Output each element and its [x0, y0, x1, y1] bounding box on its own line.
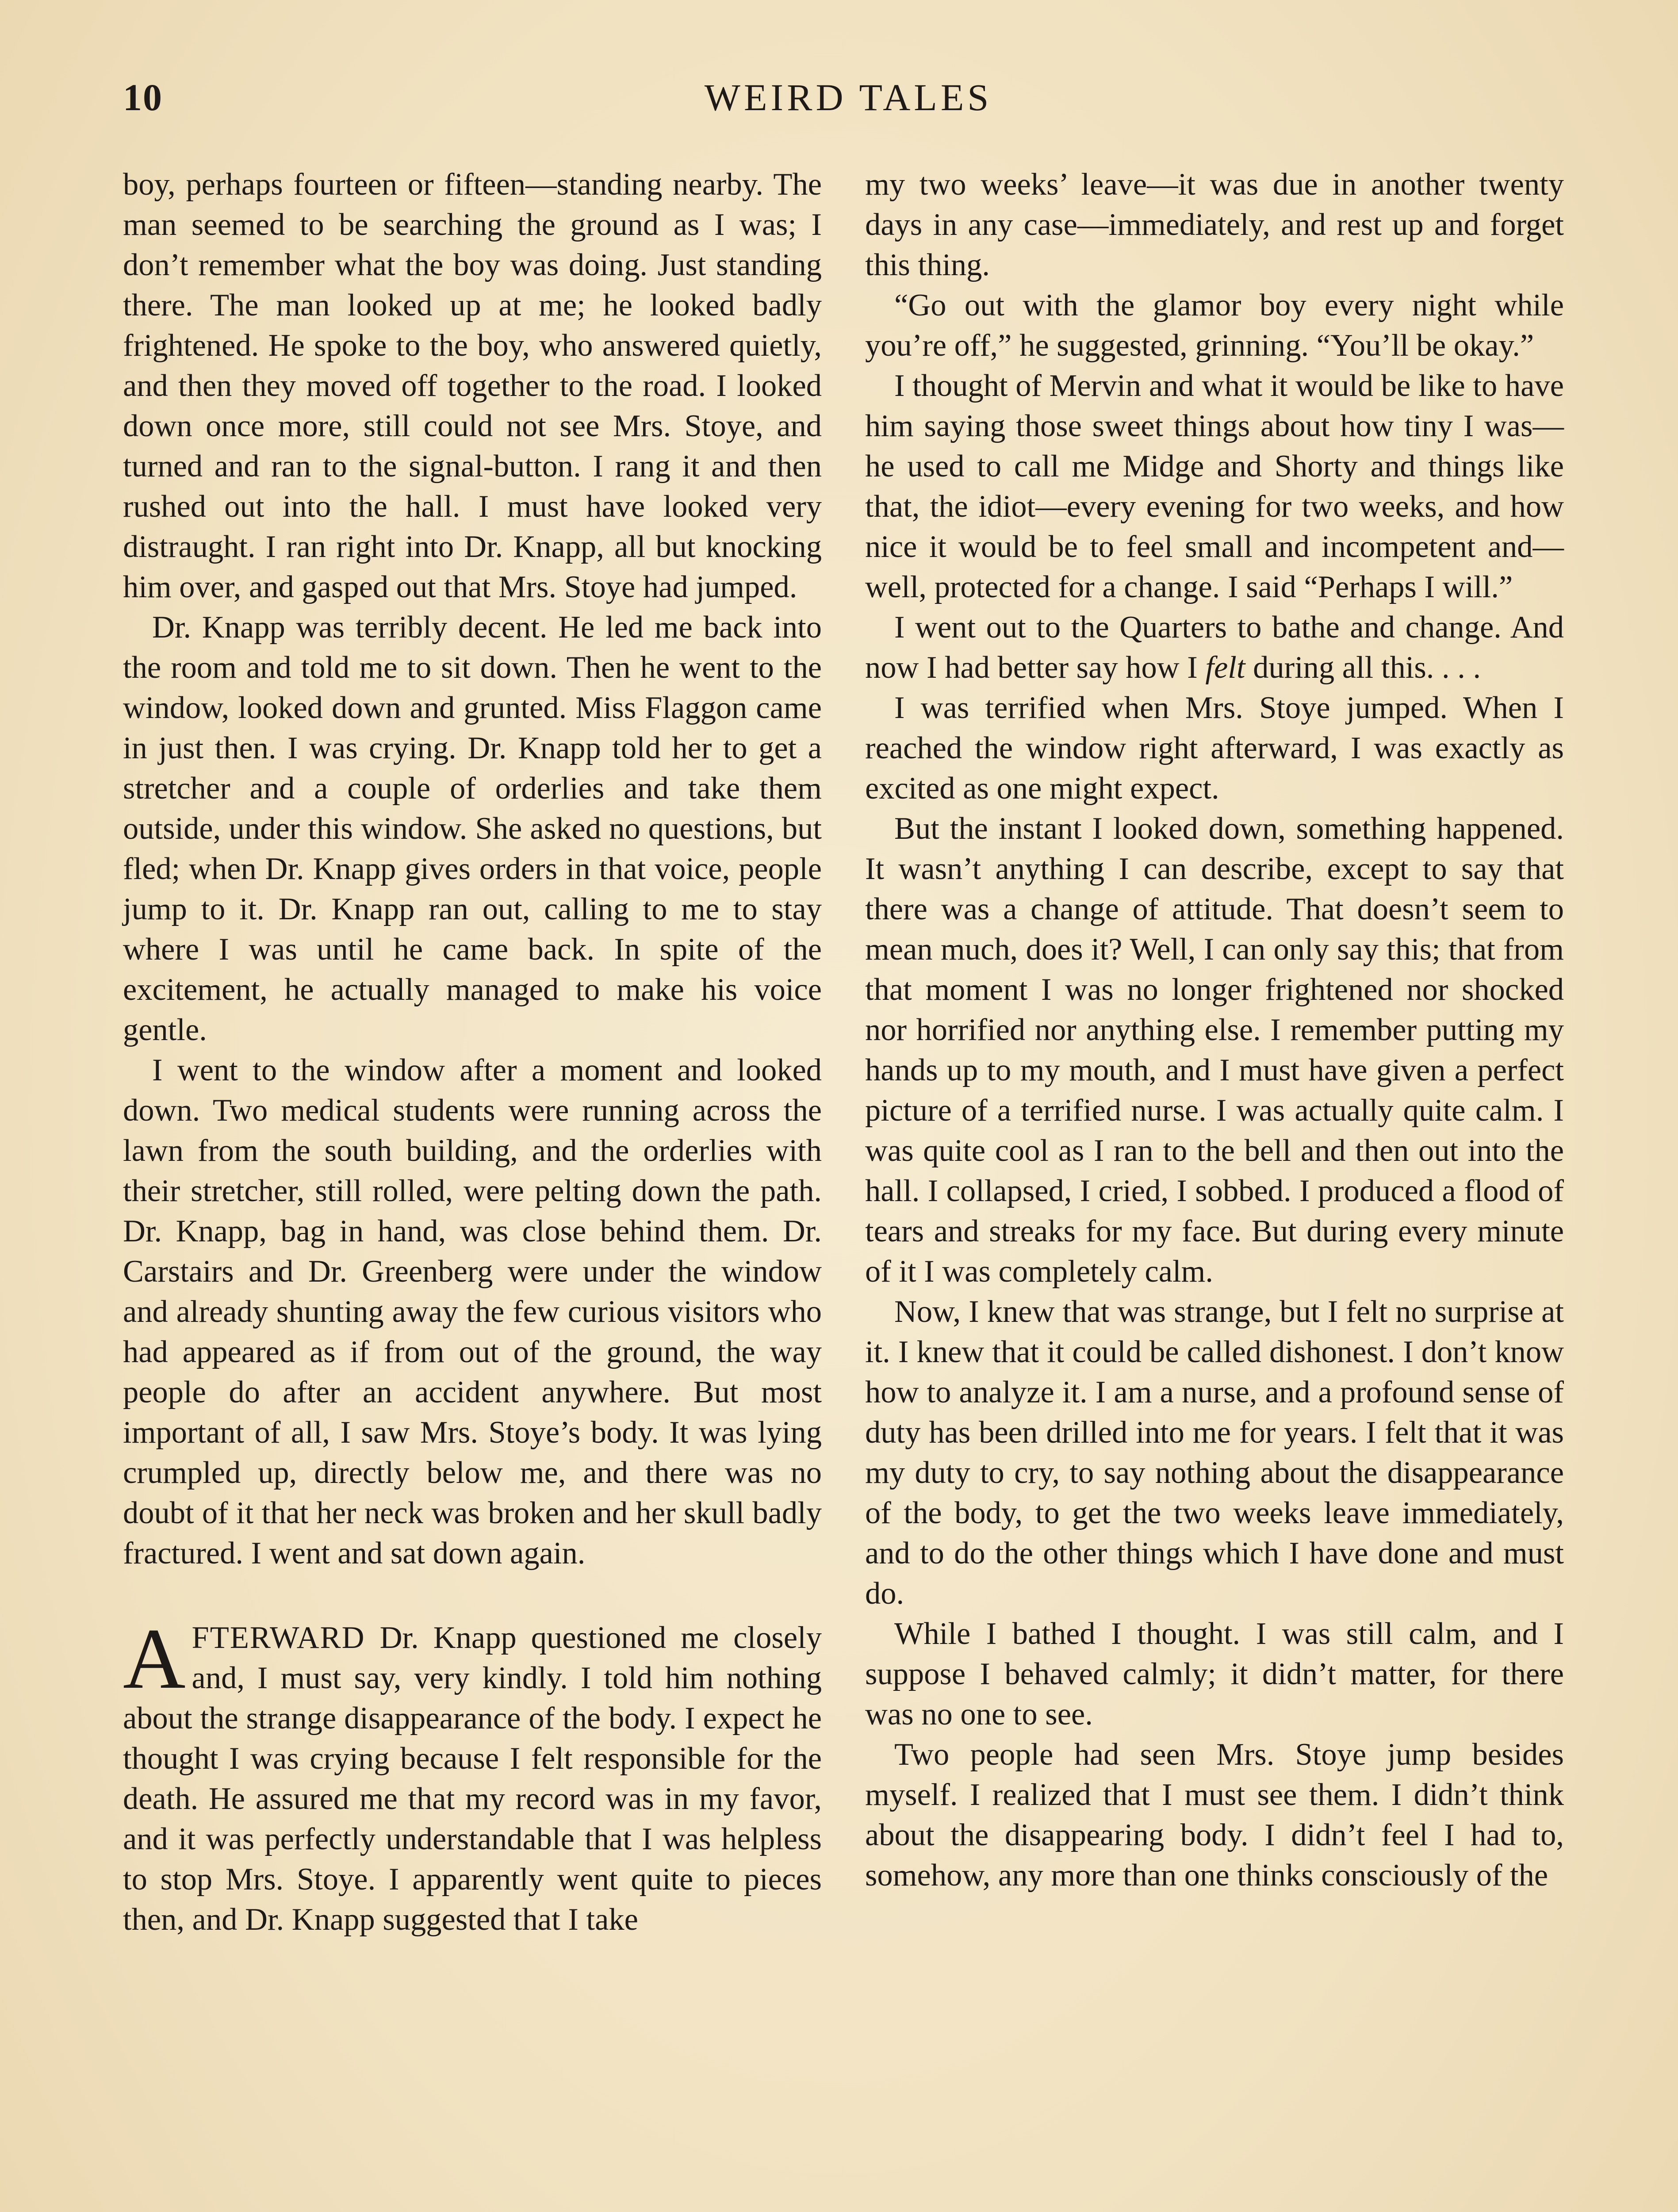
- section-start-paragraph: [123, 1611, 822, 1940]
- paragraph: While I bathed I thought. I was still calm, and I suppose I behaved calmly; it didn’t matter, for there was no one to see.: [865, 1617, 1564, 1732]
- paragraph: I was terrified when Mrs. Stoye jumped. When I reached the window right afterward, I was exactly as excited as one might expect.: [865, 691, 1564, 806]
- right-column: [865, 165, 1564, 1896]
- paragraph: Two people had seen Mrs. Stoye jump besides myself. I realized that I must see them. I didn’t think about the disappearing body. I didn’t feel I had to, somehow, any more than one thinks consciously of the: [865, 1737, 1564, 1893]
- running-title: WEIRD TALES: [704, 76, 992, 119]
- paragraph: Now, I knew that was strange, but I felt no surprise at it. I knew that it could be called dishonest. I don’t know how to analyze it. I am a nurse, and a profound sense of duty has been drilled into me for years. I felt that it was my duty to cry, to say nothing about the disappearance of the body, to get the two weeks leave immediately, and to do the other things which I have done and must do.: [865, 1294, 1564, 1611]
- paragraph-text: during all this. . . .: [1245, 650, 1481, 685]
- paragraph-text: Dr. Knapp questioned me closely and, I must say, very kindly. I told him nothing about the strange disappearance of the body. I expect he thought I was crying because I felt responsible for the death. He assured me that my record was in my favor, and it was perfectly understandable that I was helpless to stop Mrs. Stoye. I apparently went quite to pieces then, and Dr. Knapp suggested that I take: [123, 1621, 822, 1937]
- page-number: 10: [123, 76, 163, 119]
- small-caps-lead: FTERWARD: [192, 1621, 365, 1655]
- paragraph: boy, perhaps fourteen or fifteen—standing nearby. The man seemed to be searching the ground as I was; I don’t remember what the boy was doing. Just standing there. The man looked up at me; he looked badly frightened. He spoke to the boy, who answered quietly, and then they moved off together to the road. I looked down once more, still could not see Mrs. Stoye, and turned and ran to the signal-button. I rang it and then rushed out into the hall. I must have looked very distraught. I ran right into Dr. Knapp, all but knocking him over, and gasped out that Mrs. Stoye had jumped.: [123, 167, 822, 604]
- paragraph-text: I went out to the Quarters to bathe and change. And now I had better say how I: [865, 610, 1564, 685]
- paragraph: I went to the window after a moment and looked down. Two medical students were running across the lawn from the south building, and the orderlies with their stretcher, still rolled, were pelting down the path. Dr. Knapp, bag in hand, was close behind them. Dr. Carstairs and Dr. Greenberg were under the window and already shunting away the few curious visitors who had appeared as if from out of the ground, the way people do after an accident anywhere. But most important of all, I saw Mrs. Stoye’s body. It was lying crumpled up, directly below me, and there was no doubt of it that her neck was broken and her skull badly fractured. I went and sat down again.: [123, 1053, 822, 1571]
- emphasis: felt: [1205, 650, 1245, 685]
- paragraph: But the instant I looked down, something happened. It wasn’t anything I can describe, except to say that there was a change of attitude. That doesn’t seem to mean much, does it? Well, I can only say this; that from that moment I was no longer frightened nor shocked nor horrified nor anything else. I remember putting my hands up to my mouth, and I must have given a perfect picture of a terrified nurse. I was actually quite calm. I was quite cool as I ran to the bell and then out into the hall. I collapsed, I cried, I sobbed. I produced a flood of tears and streaks for my face. But during every minute of it I was completely calm.: [865, 811, 1564, 1289]
- paragraph: I thought of Mervin and what it would be like to have him saying those sweet things about how tiny I was—he used to call me Midge and Shorty and things like that, the idiot—every evening for two weeks, and how nice it would be to feel small and incompetent and—well, protected for a change. I said “Perhaps I will.”: [865, 369, 1564, 604]
- paragraph: “Go out with the glamor boy every night while you’re off,” he suggested, grinning. “You’ll be okay.”: [865, 288, 1564, 363]
- paragraph: my two weeks’ leave—it was due in another twenty days in any case—immediately, and rest up and forget this thing.: [865, 167, 1564, 282]
- paragraph: [865, 607, 1564, 688]
- left-column: [123, 165, 822, 1940]
- paragraph: Dr. Knapp was terribly decent. He led me back into the room and told me to sit down. Then he went to the window, looked down and grunted. Miss Flaggon came in just then. I was crying. Dr. Knapp told her to get a stretcher and a couple of orderlies and take them outside, under this window. She asked no questions, but fled; when Dr. Knapp gives orders in that voice, people jump to it. Dr. Knapp ran out, calling to me to stay where I was until he came back. In spite of the excitement, he actually managed to make his voice gentle.: [123, 610, 822, 1047]
- page-header: [123, 75, 1574, 142]
- drop-cap: A: [123, 1611, 186, 1707]
